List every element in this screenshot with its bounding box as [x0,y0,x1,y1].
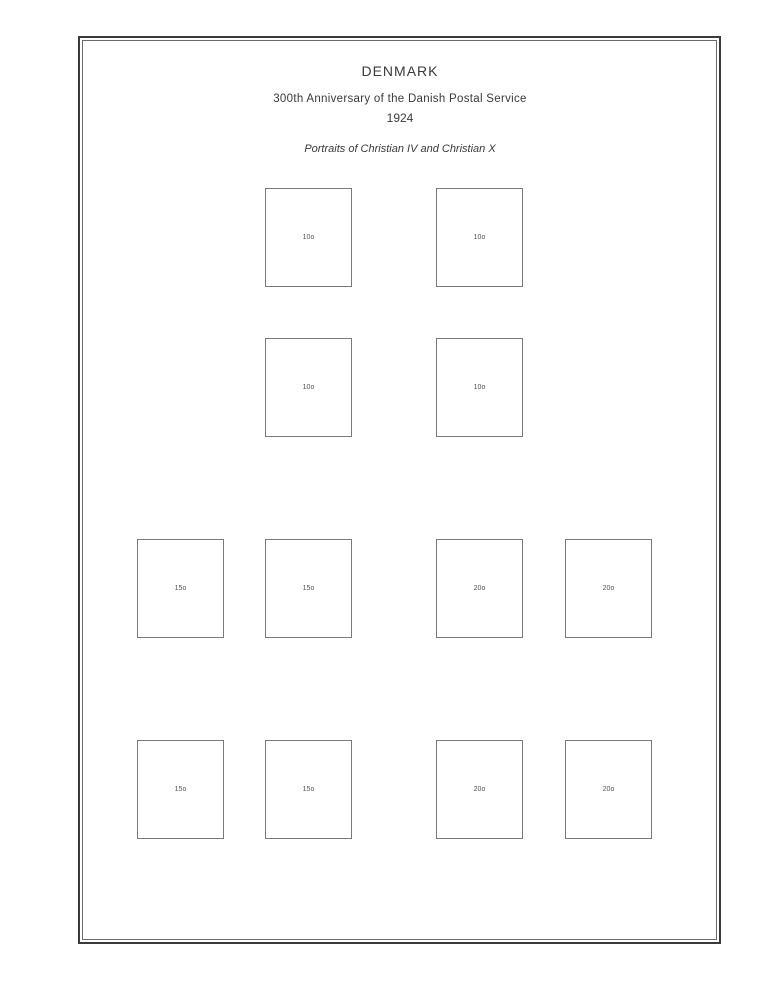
stamp-slot [265,539,352,638]
stamp-slot [436,338,523,437]
stamp-denomination: 10o [302,234,315,241]
stamp-slot [265,338,352,437]
stamp-slot [265,740,352,839]
stamp-slot [565,740,652,839]
stamp-slot [565,539,652,638]
stamp-slot [137,740,224,839]
stamp-slot [265,188,352,287]
stamp-denomination: 20o [602,786,615,793]
stamp-denomination: 20o [473,585,486,592]
stamp-denomination: 15o [174,786,187,793]
stamp-denomination: 10o [473,384,486,391]
stamp-denomination: 15o [302,786,315,793]
stamp-denomination: 15o [302,585,315,592]
stamp-denomination: 20o [473,786,486,793]
issue-year: 1924 [386,111,414,125]
issue-caption: Portraits of Christian IV and Christian X [304,143,496,155]
stamp-slot [436,740,523,839]
issue-subtitle: 300th Anniversary of the Danish Postal Service [273,93,527,105]
stamp-denomination: 20o [602,585,615,592]
stamp-denomination: 10o [473,234,486,241]
stamp-slot [137,539,224,638]
stamp-slot [436,188,523,287]
stamp-denomination: 15o [174,585,187,592]
stamp-denomination: 10o [302,384,315,391]
stamp-slot [436,539,523,638]
page-title: DENMARK [361,63,439,79]
